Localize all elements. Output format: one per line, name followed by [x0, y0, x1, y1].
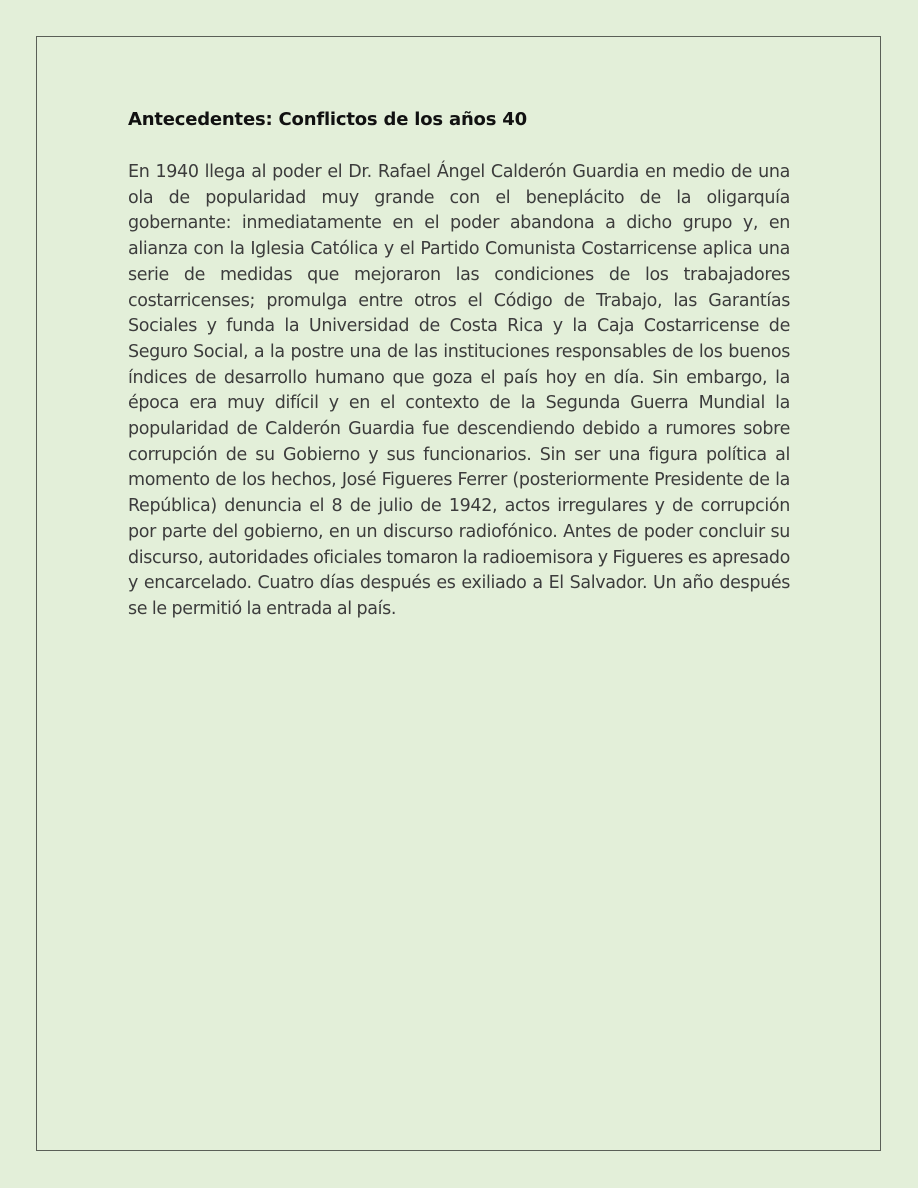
document-content: [128, 108, 790, 623]
body-paragraph: En 1940 llega al poder el Dr. Rafael Ángel Calderón Guardia en medio de una ola de popularidad muy grande con el beneplácito de la oligarquía gobernante: inmediatamente en el poder abandona a dicho grupo y, en alianza con la Iglesia Católica y el Partido Comunista Costarricense aplica una serie de medidas que mejoraron las condiciones de los trabajadores costarricenses; promulga entre otros el Código de Trabajo, las Garantías Sociales y funda la Universidad de Costa Rica y la Caja Costarricense de Seguro Social, a la postre una de las instituciones responsables de los buenos índices de desarrollo humano que goza el país hoy en día. Sin embargo, la época era muy difícil y en el contexto de la Segunda Guerra Mundial la popularidad de Calderón Guardia fue descendiendo debido a rumores sobre corrupción de su Gobierno y sus funcionarios. Sin ser una figura política al momento de los hechos, José Figueres Ferrer (posteriormente Presidente de la República) denuncia el 8 de julio de 1942, actos irregulares y de corrupción por parte del gobierno, en un discurso radiofónico. Antes de poder concluir su discurso, autoridades oficiales tomaron la radioemisora y Figueres es apresado y encarcelado. Cuatro días después es exiliado a El Salvador. Un año después se le permitió la entrada al país.: [128, 162, 790, 619]
section-heading: Antecedentes: Conflictos de los años 40: [128, 109, 527, 130]
